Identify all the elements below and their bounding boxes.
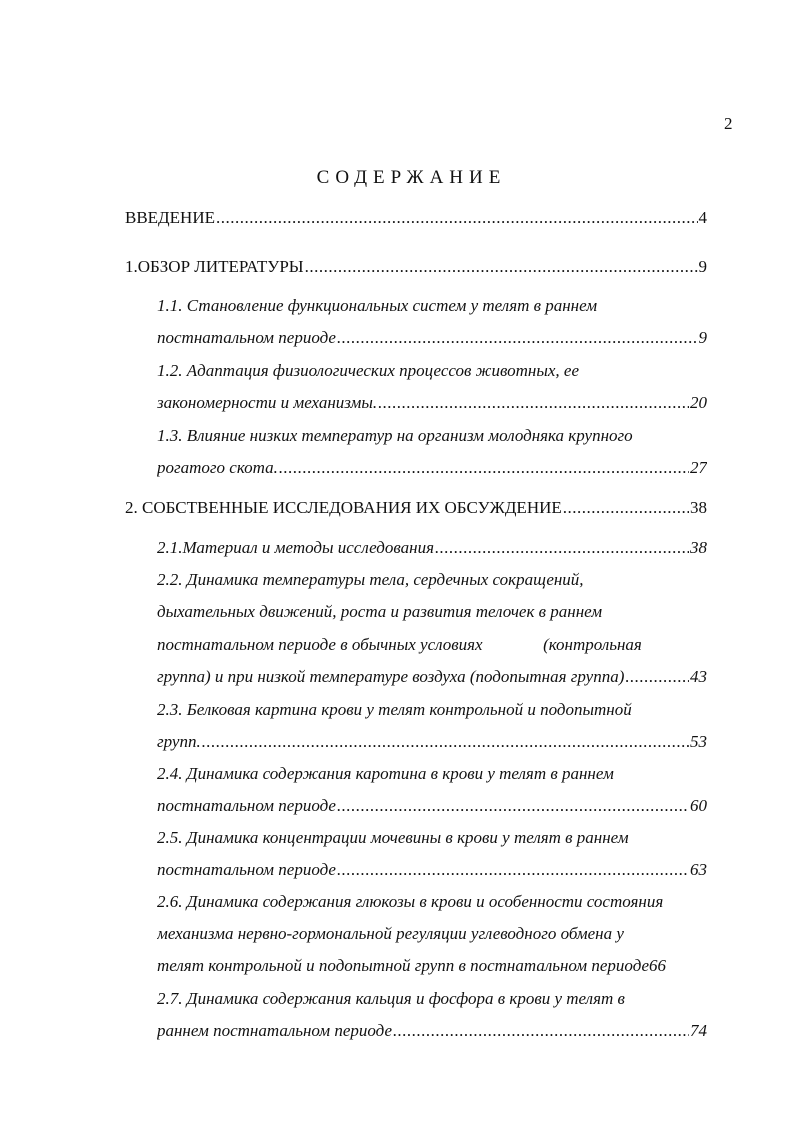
toc-page: 27 — [690, 458, 707, 477]
toc-page: 66 — [649, 956, 667, 975]
leader-dots — [625, 665, 689, 689]
page-number: 2 — [724, 114, 733, 133]
toc-label: постнатальном периоде — [157, 796, 336, 815]
toc-entry-2-2-line2[interactable]: дыхательных движений, роста и развития телочек в раннем — [157, 602, 603, 621]
toc-page: 9 — [698, 257, 707, 276]
toc-label: 2. СОБСТВЕННЫЕ ИССЛЕДОВАНИЯ ИХ ОБСУЖДЕНИЕ — [125, 498, 562, 517]
toc-label: закономерности и механизмы. — [157, 393, 378, 412]
leader-dots — [202, 730, 689, 754]
toc-label: раннем постнатальном периоде — [157, 1021, 393, 1040]
toc-entry-1-3-line2[interactable] — [157, 456, 707, 480]
leader-dots — [337, 794, 689, 818]
toc-entry-1-2-line2[interactable] — [157, 391, 707, 415]
toc-page: 53 — [690, 732, 707, 751]
toc-entry-2-4-line1[interactable]: 2.4. Динамика содержания каротина в крови у телят в раннем — [157, 764, 614, 783]
toc-entry-2-3-line1[interactable]: 2.3. Белковая картина крови у телят контрольной и подопытной — [157, 700, 632, 719]
toc-entry-2-6-line1[interactable]: 2.6. Динамика содержания глюкозы в крови и особенности состояния — [157, 892, 664, 911]
toc-page: 74 — [690, 1021, 707, 1040]
toc-page: 20 — [690, 393, 707, 412]
toc-label: постнатальном периоде в обычных условиях — [157, 635, 483, 654]
toc-page: 4 — [698, 208, 707, 227]
toc-label: телят контрольной и подопытной групп в постнатальном периоде — [157, 956, 650, 975]
toc-entry-2-7-line2[interactable] — [157, 1019, 707, 1043]
toc-label: групп. — [157, 732, 201, 751]
toc-label: ОБЗОР ЛИТЕРАТУРЫ — [137, 257, 304, 276]
toc-label: рогатого скота. — [157, 458, 278, 477]
toc-entry-2-4-line2[interactable] — [157, 794, 707, 818]
toc-entry-2-2-line3[interactable] — [157, 633, 707, 657]
toc-chapter-number: 1. — [125, 257, 138, 276]
toc-entry-2-2-line1[interactable]: 2.2. Динамика температуры тела, сердечных сокращений, — [157, 570, 584, 589]
toc-page: 60 — [690, 796, 707, 815]
toc-entry-2-5-line2[interactable] — [157, 858, 707, 882]
toc-entry-2-3-line2[interactable] — [157, 730, 707, 754]
toc-entry-2-2-line4[interactable] — [157, 665, 707, 689]
toc-page: 43 — [690, 667, 707, 686]
toc-page: 9 — [698, 328, 707, 347]
leader-dots — [563, 496, 689, 520]
leader-dots — [378, 391, 689, 415]
toc-entry-2-6-line2[interactable]: механизма нервно-гормональной регуляции углеводного обмена у — [157, 924, 624, 943]
toc-entry-2-7-line1[interactable]: 2.7. Динамика содержания кальция и фосфора в крови у телят в — [157, 989, 625, 1008]
toc-label: группа) и при низкой температуре воздуха (подопытная группа) — [157, 667, 625, 686]
toc-label-continued: (контрольная — [543, 635, 642, 654]
toc-label: ВВЕДЕНИЕ — [125, 208, 215, 227]
leader-dots — [393, 1019, 689, 1043]
page-title: СОДЕРЖАНИЕ — [316, 167, 507, 188]
leader-dots — [337, 858, 689, 882]
toc-entry-chapter-2[interactable] — [125, 496, 707, 520]
toc-entry-1-2-line1[interactable]: 1.2. Адаптация физиологических процессов животных, ее — [157, 361, 579, 380]
leader-dots — [337, 326, 698, 350]
toc-label: 2.1.Материал и методы исследования — [157, 538, 434, 557]
toc-entry-2-5-line1[interactable]: 2.5. Динамика концентрации мочевины в крови у телят в раннем — [157, 828, 629, 847]
toc-label: постнатальном периоде — [157, 860, 336, 879]
leader-dots — [305, 255, 698, 279]
toc-entry-chapter-1[interactable] — [125, 255, 707, 279]
leader-dots — [435, 536, 689, 560]
toc-entry-1-3-line1[interactable]: 1.3. Влияние низких температур на организм молодняка крупного — [157, 426, 633, 445]
toc-entry-2-6-line3[interactable] — [157, 954, 717, 978]
leader-dots — [216, 206, 698, 230]
toc-entry-1-1-line1[interactable]: 1.1. Становление функциональных систем у телят в раннем — [157, 296, 598, 315]
toc-entry-2-1[interactable] — [157, 536, 707, 560]
toc-page: 38 — [690, 498, 707, 517]
toc-label: постнатальном периоде — [157, 328, 336, 347]
leader-dots — [279, 456, 689, 480]
toc-page: 38 — [690, 538, 707, 557]
toc-entry-intro[interactable] — [125, 206, 707, 230]
toc-page: 63 — [690, 860, 707, 879]
toc-entry-1-1-line2[interactable] — [157, 326, 707, 350]
